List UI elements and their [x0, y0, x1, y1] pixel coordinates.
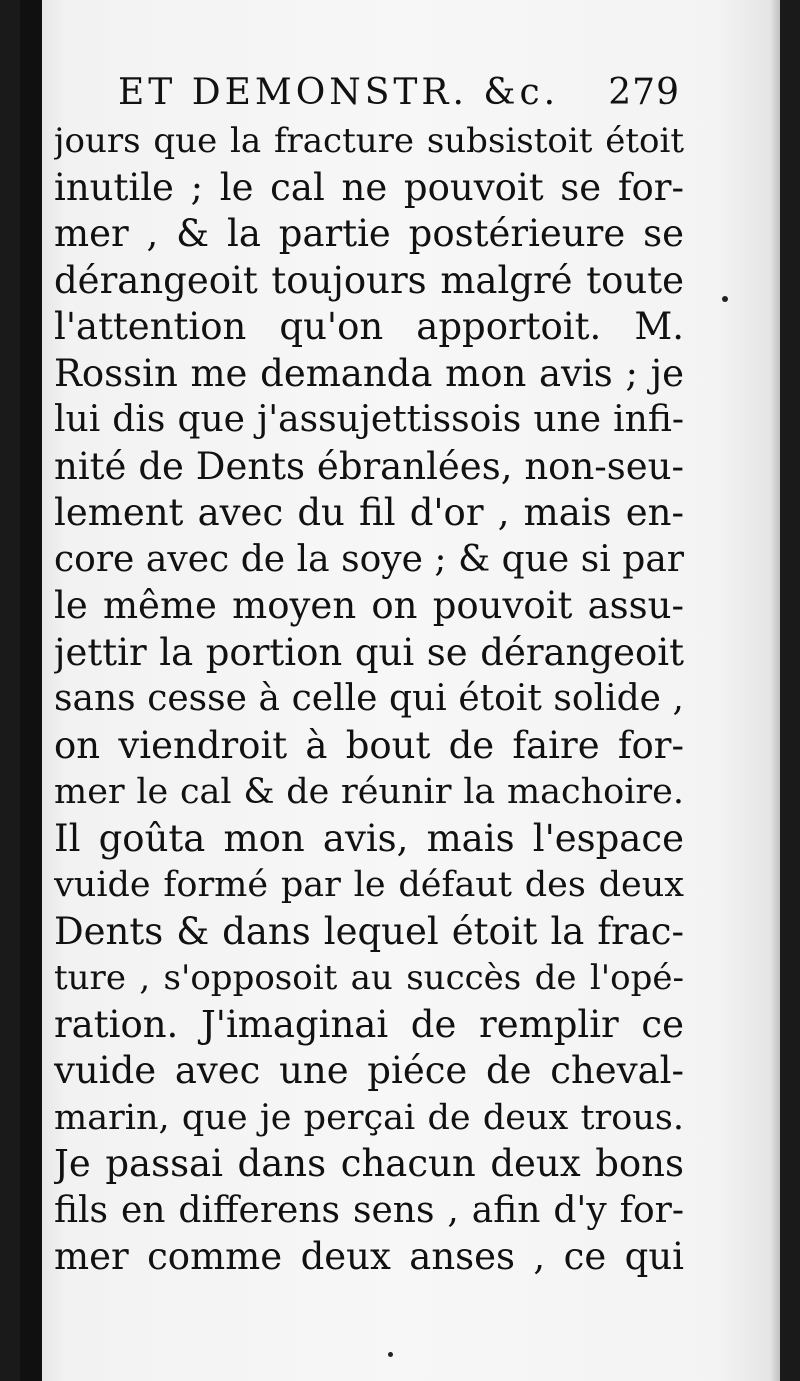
text-line: jettir la portion qui se dérangeoit: [54, 630, 684, 674]
text-line: sans cesse à celle qui étoit solide ,: [54, 678, 684, 719]
text-line: on viendroit à bout de faire for-: [54, 723, 684, 767]
text-line: Je passai dans chacun deux bons: [54, 1142, 684, 1185]
text-line: ture , s'opposoit au succès de l'opé-: [54, 958, 684, 998]
page-number: 279: [608, 72, 680, 113]
text-line: ration. J'imaginai de remplir ce: [54, 1002, 684, 1046]
text-line: l'attention qu'on apportoit. M.: [54, 305, 684, 348]
book-page: [20, 0, 780, 1381]
page-left-shadow: [20, 0, 42, 1381]
text-line: marin, que je perçai de deux trous.: [54, 1097, 684, 1138]
text-line: Dents & dans lequel étoit la frac-: [54, 909, 684, 953]
text-line: le même moyen on pouvoit assu-: [54, 584, 684, 627]
running-title: ET DEMONSTR. &c.: [118, 72, 560, 113]
text-line: fils en differens sens , afin d'y for-: [54, 1189, 684, 1231]
text-line: mer le cal & de réunir la machoire.: [54, 772, 684, 812]
text-line: Il goûta mon avis, mais l'espace: [54, 816, 684, 860]
body-text: [54, 118, 684, 1281]
text-line: vuide formé par le défaut des deux: [54, 865, 684, 905]
text-line: Rossin me demanda mon avis ; je: [54, 351, 684, 395]
text-line: nité de Dents ébranlées, non-seu-: [54, 444, 684, 488]
text-line: dérangeoit toujours malgré toute: [54, 258, 684, 302]
text-line: lui dis que j'assujettissois une infi-: [54, 399, 684, 440]
text-line: vuide avec une piéce de cheval-: [54, 1049, 684, 1092]
text-line: lement avec du fil d'or , mais en-: [54, 491, 684, 534]
text-line: core avec de la soye ; & que si par: [54, 538, 684, 580]
text-line: jours que la fracture subsistoit étoit: [54, 121, 684, 161]
text-line: inutile ; le cal ne pouvoit se for-: [54, 165, 684, 209]
text-line: mer comme deux anses , ce qui: [54, 1235, 684, 1278]
page-right-shadow: [770, 0, 780, 1381]
page-header: [118, 72, 680, 118]
text-line: mer , & la partie postérieure se: [54, 212, 684, 255]
ink-speck: [388, 1352, 393, 1357]
ink-speck: [722, 296, 728, 302]
